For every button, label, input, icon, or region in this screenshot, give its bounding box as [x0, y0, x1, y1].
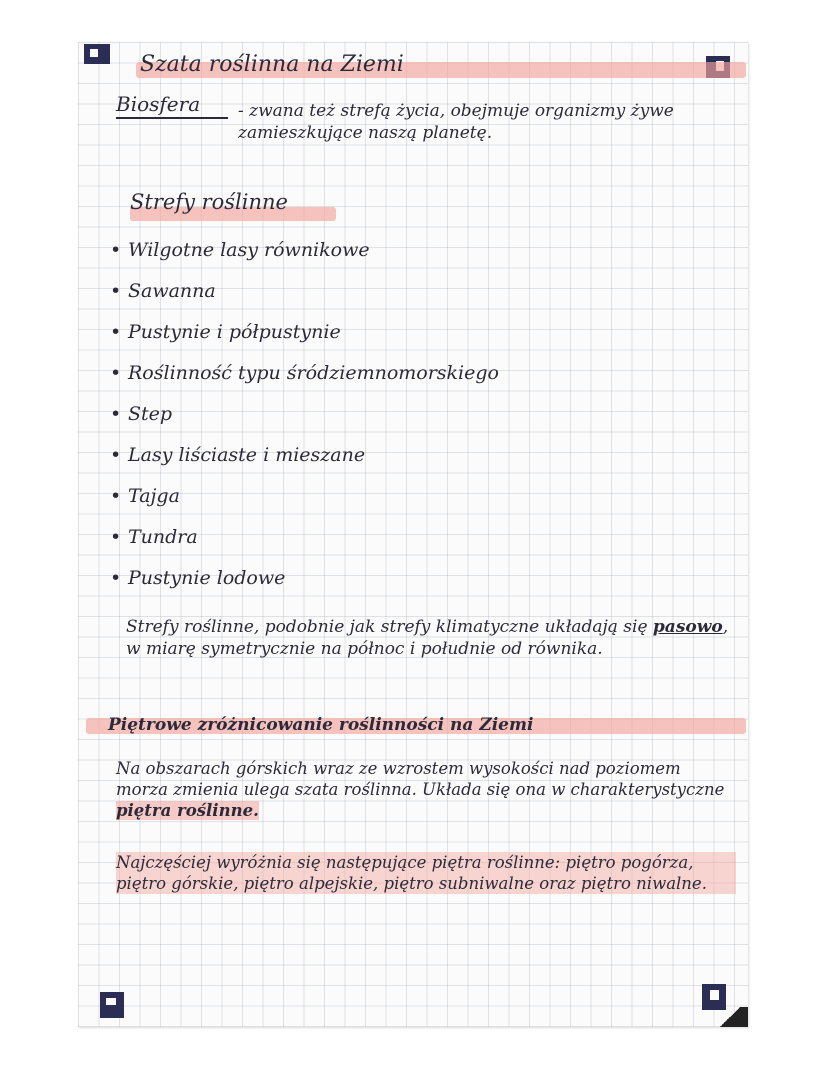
zones-list	[110, 235, 499, 604]
zone-item: • Roślinność typu śródziemnomorskiego	[110, 358, 499, 399]
zone-item: • Step	[110, 399, 499, 440]
altitude-paragraph-1	[116, 758, 736, 821]
page-corner-shadow	[712, 1007, 748, 1027]
altitude-paragraph-2: Najczęściej wyróżnia się następujące piętra roślinne: piętro pogórza, piętro górskie, piętro alpejskie, piętro subniwalne oraz piętro niwalne.	[116, 852, 736, 894]
page-title: Szata roślinna na Ziemi	[140, 52, 404, 77]
zones-note-text: Strefy roślinne, podobnie jak strefy klimatyczne układają się	[126, 617, 653, 637]
corner-marker-top-left-icon	[84, 44, 110, 64]
zone-item: • Pustynie i półpustynie	[110, 317, 499, 358]
zone-item: • Pustynie lodowe	[110, 563, 499, 604]
zone-item: • Lasy liściaste i mieszane	[110, 440, 499, 481]
altitude-heading: Piętrowe zróżnicowanie roślinności na Ziemi	[108, 715, 534, 735]
biosfera-underline	[116, 117, 228, 119]
zones-note-text-end: , w miarę symetrycznie na północ i południe od równika.	[126, 617, 729, 659]
zone-item: • Wilgotne lasy równikowe	[110, 235, 499, 276]
biosfera-definition: - zwana też strefą życia, obejmuje organizmy żywe zamieszkujące naszą planetę.	[238, 101, 674, 143]
paragraph-1-bold: piętra roślinne.	[116, 801, 259, 820]
zone-item: • Sawanna	[110, 276, 499, 317]
zone-item: • Tajga	[110, 481, 499, 522]
biosfera-term: Biosfera	[116, 92, 201, 116]
zone-item: • Tundra	[110, 522, 499, 563]
notebook-page	[78, 42, 748, 1027]
paragraph-1-text: Na obszarach górskich wraz ze wzrostem wysokości nad poziomem morza zmienia ulega szata roślinna. Układa się ona w charakterystyczne	[116, 759, 725, 799]
zones-note-bold: pasowo	[652, 617, 723, 637]
zones-note	[126, 616, 741, 660]
corner-marker-bottom-left-icon	[100, 992, 124, 1018]
zones-heading: Strefy roślinne	[130, 190, 288, 214]
